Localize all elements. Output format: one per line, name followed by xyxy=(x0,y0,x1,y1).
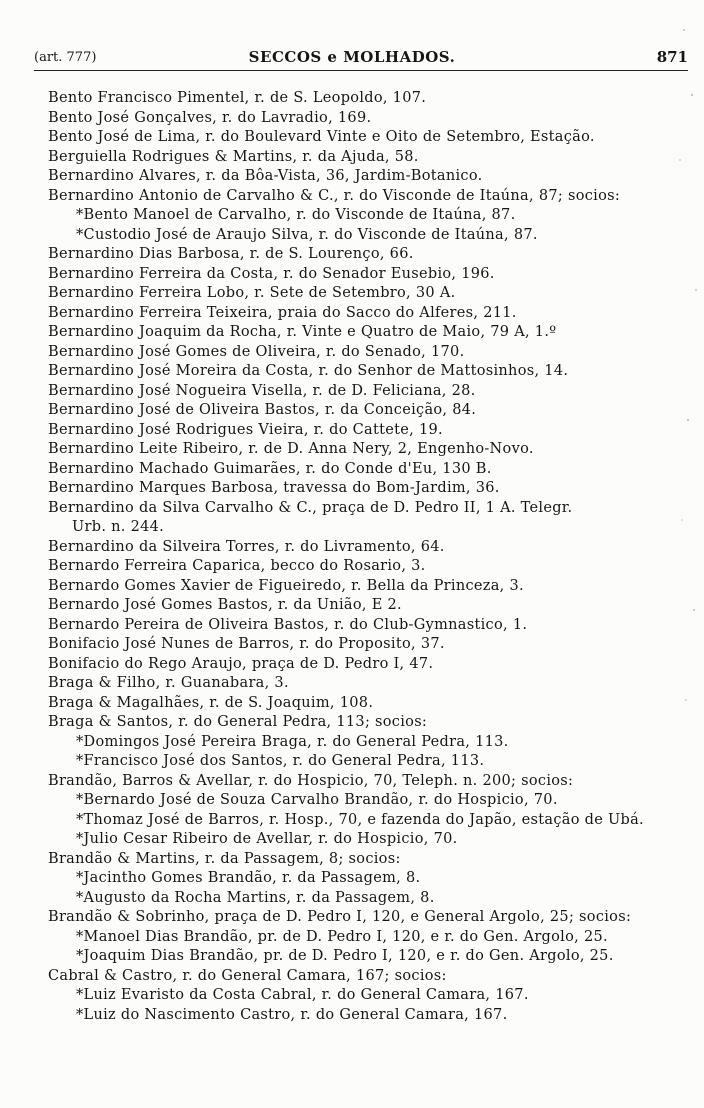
partner-entry: *Thomaz José de Barros, r. Hosp., 70, e fazenda do Japão, estação de Ubá. xyxy=(76,811,644,828)
partner-entry: *Bernardo José de Souza Carvalho Brandão, r. do Hospicio, 70. xyxy=(76,792,558,808)
partner-entry: *Custodio José de Araujo Silva, r. do Visconde de Itaúna, 87. xyxy=(76,226,538,243)
directory-entry: Bernardino José de Oliveira Bastos, r. da Conceição, 84. xyxy=(48,402,477,418)
partner-entry: *Francisco José dos Santos, r. do General Pedra, 113. xyxy=(76,753,485,769)
partner-entry: *Augusto da Rocha Martins, r. da Passagem, 8. xyxy=(76,889,435,906)
directory-entry: Bonifacio José Nunes de Barros, r. do Proposito, 37. xyxy=(48,636,445,652)
directory-entry: Bernardino Machado Guimarães, r. do Conde d'Eu, 130 B. xyxy=(48,460,492,477)
partner-entry: *Luiz do Nascimento Castro, r. do General Camara, 167. xyxy=(76,1006,508,1023)
article-reference: (art. 777) xyxy=(34,50,97,65)
directory-entry: Bernardino José Moreira da Costa, r. do Senhor de Mattosinhos, 14. xyxy=(48,363,569,379)
directory-entry: Brandão & Martins, r. da Passagem, 8; socios: xyxy=(48,850,401,867)
page-number: 871 xyxy=(656,48,688,66)
directory-entry: Bernardino Joaquim da Rocha, r. Vinte e Quatro de Maio, 79 A, 1.º xyxy=(48,324,557,340)
partner-entry: *Joaquim Dias Brandão, pr. de D. Pedro I, 120, e r. do Gen. Argolo, 25. xyxy=(76,948,614,964)
directory-entry: Bento José de Lima, r. do Boulevard Vinte e Oito de Setembro, Estação. xyxy=(48,129,595,145)
directory-entry: Bernardino José Rodrigues Vieira, r. do Cattete, 19. xyxy=(48,421,443,438)
directory-entry: Braga & Magalhães, r. de S. Joaquim, 108. xyxy=(48,694,374,711)
header-rule xyxy=(34,70,688,71)
directory-entry: Bonifacio do Rego Araujo, praça de D. Pedro I, 47. xyxy=(48,655,434,672)
page-header xyxy=(0,0,704,80)
directory-entry: Bernardino Ferreira Lobo, r. Sete de Setembro, 30 A. xyxy=(48,285,456,301)
directory-entry: Bernardo Ferreira Caparica, becco do Rosario, 3. xyxy=(48,558,426,574)
directory-list xyxy=(48,89,690,1025)
directory-entry: Bernardino Dias Barbosa, r. de S. Lourenço, 66. xyxy=(48,246,414,262)
partner-entry: *Manoel Dias Brandão, pr. de D. Pedro I, 120, e r. do Gen. Argolo, 25. xyxy=(76,928,608,945)
directory-entry: Cabral & Castro, r. do General Camara, 167; socios: xyxy=(48,967,447,984)
directory-entry: Bernardino Alvares, r. da Bôa-Vista, 36, Jardim-Botanico. xyxy=(48,168,483,184)
directory-entry: Bernardino da Silveira Torres, r. do Livramento, 64. xyxy=(48,538,445,555)
directory-entry: Brandão, Barros & Avellar, r. do Hospicio, 70, Teleph. n. 200; socios: xyxy=(48,772,574,789)
partner-entry: *Domingos José Pereira Braga, r. do General Pedra, 113. xyxy=(76,733,509,750)
directory-entry: Bernardino Ferreira Teixeira, praia do Sacco do Alferes, 211. xyxy=(48,304,517,321)
partner-entry: *Julio Cesar Ribeiro de Avellar, r. do Hospicio, 70. xyxy=(76,831,458,847)
partner-entry: *Luiz Evaristo da Costa Cabral, r. do General Camara, 167. xyxy=(76,987,529,1003)
partner-entry: *Jacintho Gomes Brandão, r. da Passagem, 8. xyxy=(76,870,421,886)
directory-entry: Bernardo Pereira de Oliveira Bastos, r. do Club-Gymnastico, 1. xyxy=(48,616,528,633)
directory-entry: Brandão & Sobrinho, praça de D. Pedro I, 120, e General Argolo, 25; socios: xyxy=(48,909,632,925)
directory-entry: Bernardino Leite Ribeiro, r. de D. Anna Nery, 2, Engenho-Novo. xyxy=(48,441,534,457)
page-edge-speckle xyxy=(674,0,704,1108)
directory-entry: Bernardino José Nogueira Visella, r. de D. Feliciana, 28. xyxy=(48,382,476,399)
directory-entry: Braga & Filho, r. Guanabara, 3. xyxy=(48,675,289,691)
directory-entry: Bernardino José Gomes de Oliveira, r. do Senado, 170. xyxy=(48,343,465,360)
directory-entry: Berguiella Rodrigues & Martins, r. da Ajuda, 58. xyxy=(48,148,419,165)
directory-entry: Bernardino Antonio de Carvalho & C., r. do Visconde de Itaúna, 87; socios: xyxy=(48,187,621,204)
directory-entry: Bernardo José Gomes Bastos, r. da União, E 2. xyxy=(48,597,402,613)
directory-entry: Bernardo Gomes Xavier de Figueiredo, r. Bella da Princeza, 3. xyxy=(48,577,524,594)
directory-entry: Bernardino da Silva Carvalho & C., praça de D. Pedro II, 1 A. Telegr. xyxy=(48,499,573,516)
directory-entry: Bento José Gonçalves, r. do Lavradio, 169. xyxy=(48,109,372,126)
directory-entry: Bento Francisco Pimentel, r. de S. Leopoldo, 107. xyxy=(48,90,427,106)
entry-continuation: Urb. n. 244. xyxy=(72,519,165,535)
directory-entry: Bernardino Marques Barbosa, travessa do Bom-Jardim, 36. xyxy=(48,480,500,496)
directory-entry: Braga & Santos, r. do General Pedra, 113; socios: xyxy=(48,714,428,730)
section-title: SECCOS e MOLHADOS. xyxy=(248,48,456,66)
partner-entry: *Bento Manoel de Carvalho, r. do Visconde de Itaúna, 87. xyxy=(76,207,516,223)
directory-entry: Bernardino Ferreira da Costa, r. do Senador Eusebio, 196. xyxy=(48,265,495,282)
